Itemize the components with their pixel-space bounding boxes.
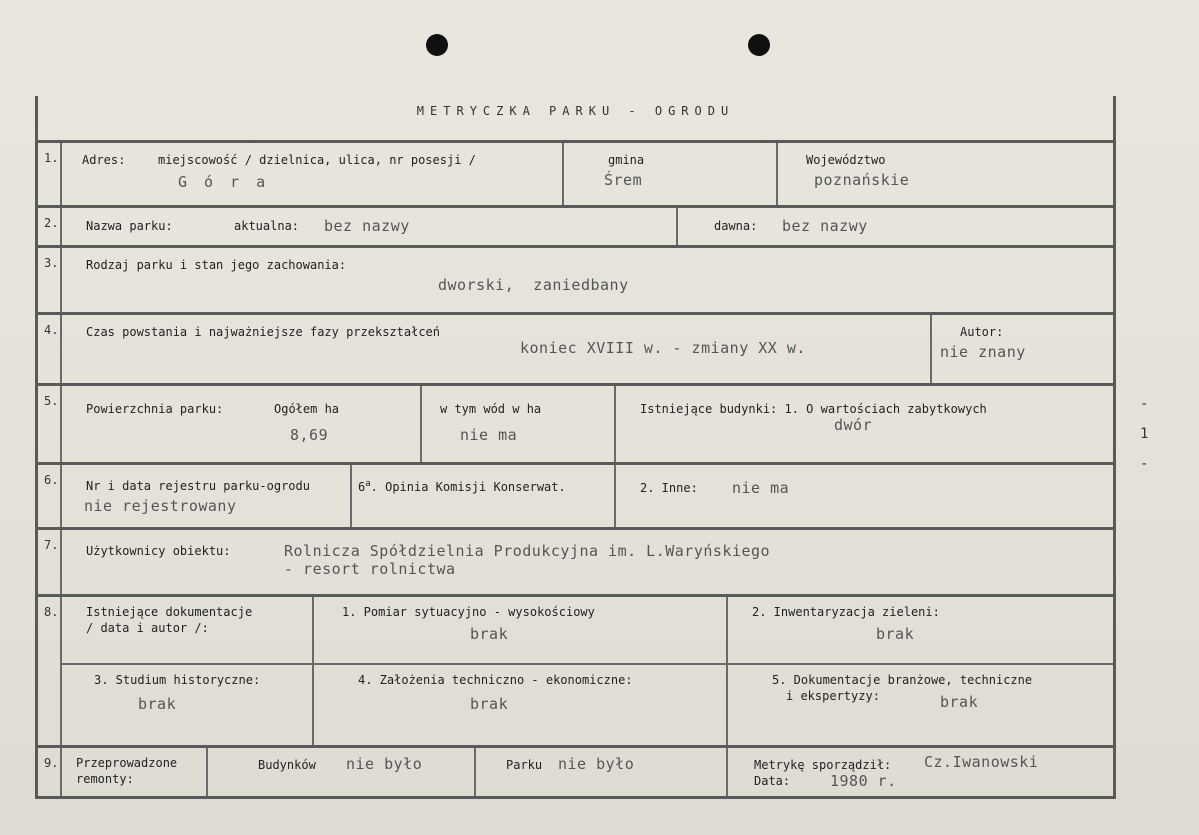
date-value: 1980 r. — [830, 772, 897, 790]
prepared-by-value: Cz.Iwanowski — [924, 753, 1039, 771]
row-area — [38, 383, 1113, 462]
voivodeship-cell — [776, 143, 1113, 205]
prepared-by-label: Metrykę sporządził: — [754, 758, 892, 772]
row-address — [38, 140, 1113, 205]
former-name-label: dawna: — [714, 219, 758, 233]
documentation-label-line2: / data i autor /: — [86, 621, 209, 635]
repairs-label-line2: remonty: — [76, 772, 134, 786]
punch-hole — [748, 34, 770, 56]
park-record-form — [35, 96, 1116, 799]
total-area-value: 8,69 — [290, 426, 329, 444]
park-repairs-value: nie było — [558, 755, 635, 773]
side-mark: - — [1140, 456, 1149, 472]
park-repairs-cell — [474, 748, 726, 796]
prepared-by-cell — [726, 748, 1113, 796]
current-name-label: aktualna: — [234, 219, 300, 233]
row-number: 1. — [38, 143, 62, 205]
address-sublabel: miejscowość / dzielnica, ulica, nr posesji / — [158, 153, 476, 167]
survey-value: brak — [470, 625, 509, 643]
form-title: METRYCZKA PARKU - OGRODU — [416, 104, 735, 118]
gmina-cell — [562, 143, 776, 205]
other-buildings-cell — [614, 465, 1113, 529]
commission-opinion-label: 6$^a$. Opinia Komisji Konserwat. — [358, 479, 566, 494]
greenery-inventory-label: 2. Inwentaryzacja zieleni: — [752, 605, 940, 619]
park-repairs-label: Parku — [506, 758, 543, 772]
row-number: 3. — [38, 248, 62, 312]
repairs-label-line1: Przeprowadzone — [76, 756, 178, 770]
row-users — [38, 527, 1113, 594]
author-cell — [930, 315, 1113, 383]
commission-opinion-cell — [350, 465, 614, 529]
building-repairs-value: nie było — [346, 755, 423, 773]
techno-economic-label: 4. Założenia techniczno - ekonomiczne: — [358, 673, 633, 687]
survey-column — [312, 597, 726, 745]
park-name-label: Nazwa parku: — [86, 219, 173, 233]
branch-docs-label-line2: i ekspertyzy: — [786, 689, 880, 703]
water-area-value: nie ma — [460, 426, 518, 444]
other-buildings-value: nie ma — [732, 479, 790, 497]
other-buildings-label: 2. Inne: — [640, 481, 698, 495]
row-number: 4. — [38, 315, 62, 383]
users-value-line2: - resort rolnictwa — [284, 560, 456, 578]
date-label: Data: — [754, 774, 791, 788]
address-value: G ó r a — [178, 173, 270, 191]
water-area-label: w tym wód w ha — [440, 402, 542, 416]
buildings-cell — [614, 386, 1113, 462]
register-label: Nr i data rejestru parku-ogrodu — [86, 479, 310, 493]
side-mark: - — [1140, 396, 1149, 412]
voivodeship-value: poznańskie — [814, 171, 910, 189]
row-park-type — [38, 245, 1113, 312]
buildings-value: dwór — [834, 416, 873, 434]
techno-economic-value: brak — [470, 695, 509, 713]
branch-docs-value: brak — [940, 693, 979, 711]
origin-label: Czas powstania i najważniejsze fazy przekształceń — [86, 325, 441, 339]
register-value: nie rejestrowany — [84, 497, 237, 515]
survey-label: 1. Pomiar sytuacyjno - wysokościowy — [342, 605, 595, 619]
row-park-name — [38, 205, 1113, 246]
water-area-cell — [420, 386, 614, 462]
former-name-cell — [676, 208, 1113, 246]
row-documentation — [38, 594, 1113, 745]
row-number: 6. — [38, 465, 62, 529]
documentation-label-line1: Istniejące dokumentacje — [86, 605, 253, 619]
building-repairs-cell — [206, 748, 474, 796]
greenery-inventory-value: brak — [876, 625, 915, 643]
row-register — [38, 462, 1113, 529]
park-type-value: dworski, zaniedbany — [438, 276, 629, 294]
origin-value: koniec XVIII w. - zmiany XX w. — [520, 339, 806, 357]
buildings-label: Istniejące budynki: 1. O wartościach zabytkowych — [640, 402, 987, 416]
branch-docs-label-line1: 5. Dokumentacje branżowe, techniczne — [772, 673, 1033, 687]
historical-study-label: 3. Studium historyczne: — [94, 673, 261, 687]
row-repairs — [38, 745, 1113, 796]
building-repairs-label: Budynków — [258, 758, 316, 772]
users-value-line1: Rolnicza Spółdzielnia Produkcyjna im. L.Waryńskiego — [284, 542, 771, 560]
area-label: Powierzchnia parku: — [86, 402, 224, 416]
author-label: Autor: — [960, 325, 1004, 339]
greenery-column — [726, 597, 1113, 745]
row-origin — [38, 312, 1113, 383]
row-number: 9. — [38, 748, 62, 796]
row-number: 5. — [38, 386, 62, 462]
side-mark: 1 — [1140, 426, 1149, 442]
author-value: nie znany — [940, 343, 1026, 361]
row-number: 7. — [38, 530, 62, 594]
gmina-label: gmina — [608, 153, 645, 167]
total-area-label: Ogółem ha — [274, 402, 340, 416]
row-number: 2. — [38, 208, 62, 246]
former-name-value: bez nazwy — [782, 217, 868, 235]
row-number: 8. — [38, 597, 62, 745]
punch-hole — [426, 34, 448, 56]
park-type-label: Rodzaj parku i stan jego zachowania: — [86, 258, 347, 272]
current-name-value: bez nazwy — [324, 217, 410, 235]
address-label: Adres: — [82, 153, 126, 167]
voivodeship-label: Województwo — [806, 153, 886, 167]
gmina-value: Śrem — [604, 171, 643, 189]
users-label: Użytkownicy obiektu: — [86, 544, 231, 558]
historical-study-value: brak — [138, 695, 177, 713]
